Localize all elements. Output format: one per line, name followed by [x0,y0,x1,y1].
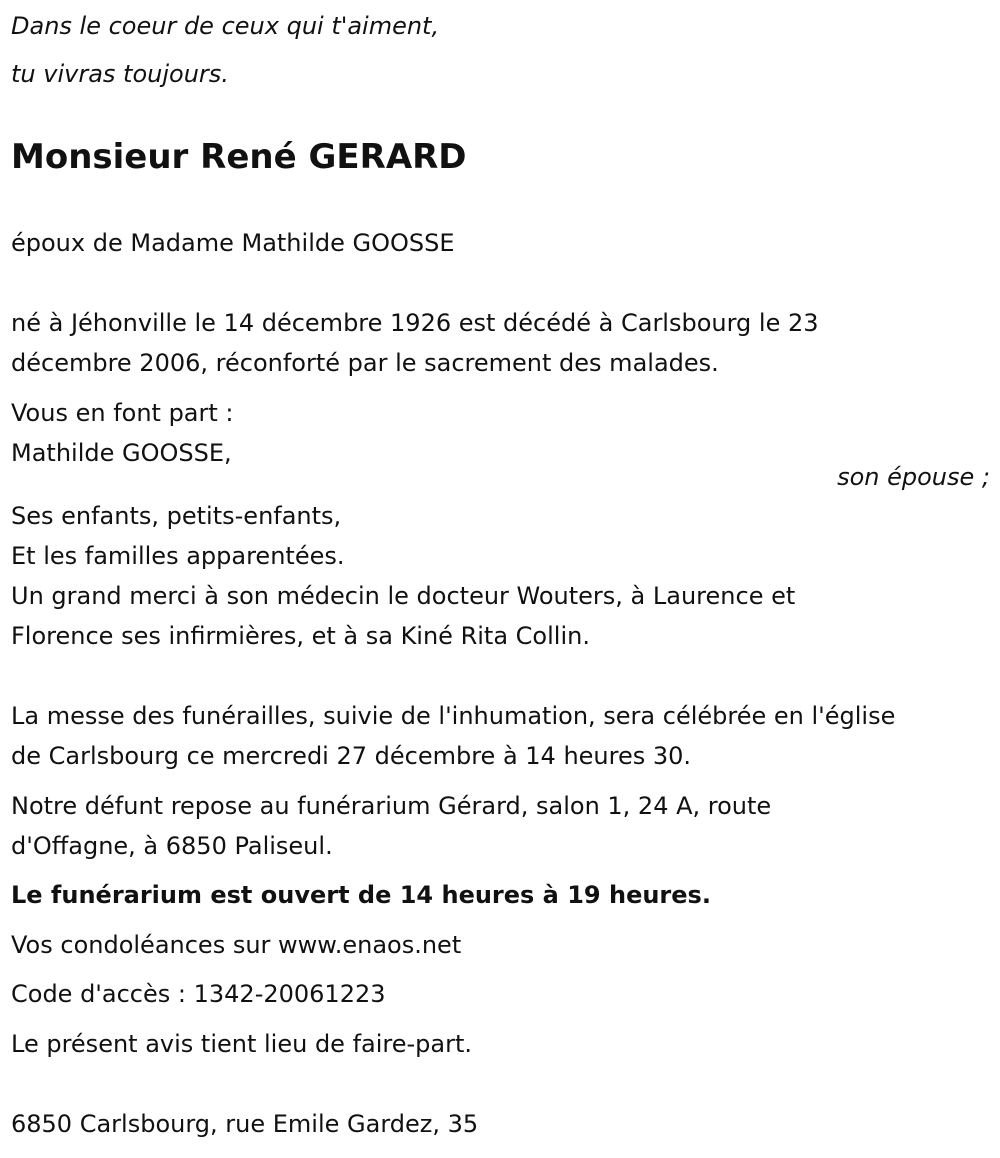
repose-line-1: Notre défunt repose au funérarium Gérard, salon 1, 24 A, route [11,792,772,820]
birth-death-line-1: né à Jéhonville le 14 décembre 1926 est décédé à Carlsbourg le 23 [11,309,819,337]
announcer-spouse-role: son épouse ; [837,463,990,491]
birth-death-line-2: décembre 2006, réconforté par le sacrement des malades. [11,349,719,377]
repose-line-2: d'Offagne, à 6850 Paliseul. [11,832,333,860]
thanks-line-1: Un grand merci à son médecin le docteur Wouters, à Laurence et [11,582,796,610]
spouse-line: époux de Madame Mathilde GOOSSE [11,229,455,257]
announcer-spouse-name: Mathilde GOOSSE, [11,439,232,467]
condolences-line: Vos condoléances sur www.enaos.net [11,931,462,959]
announcer-children: Ses enfants, petits-enfants, [11,502,342,530]
address-line: 6850 Carlsbourg, rue Emile Gardez, 35 [11,1110,479,1138]
announcer-families: Et les familles apparentées. [11,542,345,570]
access-code: Code d'accès : 1342-20061223 [11,980,386,1008]
funeral-line-2: de Carlsbourg ce mercredi 27 décembre à 14 heures 30. [11,742,692,770]
notice-line: Le présent avis tient lieu de faire-part. [11,1030,473,1058]
funerarium-hours: Le funérarium est ouvert de 14 heures à 19 heures. [11,881,711,909]
deceased-name: Monsieur René GERARD [11,137,467,177]
announcers-intro: Vous en font part : [11,399,234,427]
thanks-line-2: Florence ses infirmières, et à sa Kiné Rita Collin. [11,622,590,650]
epitaph-line-1: Dans le coeur de ceux qui t'aiment, [11,12,440,40]
funeral-line-1: La messe des funérailles, suivie de l'inhumation, sera célébrée en l'église [11,702,896,730]
epitaph-line-2: tu vivras toujours. [11,60,229,88]
